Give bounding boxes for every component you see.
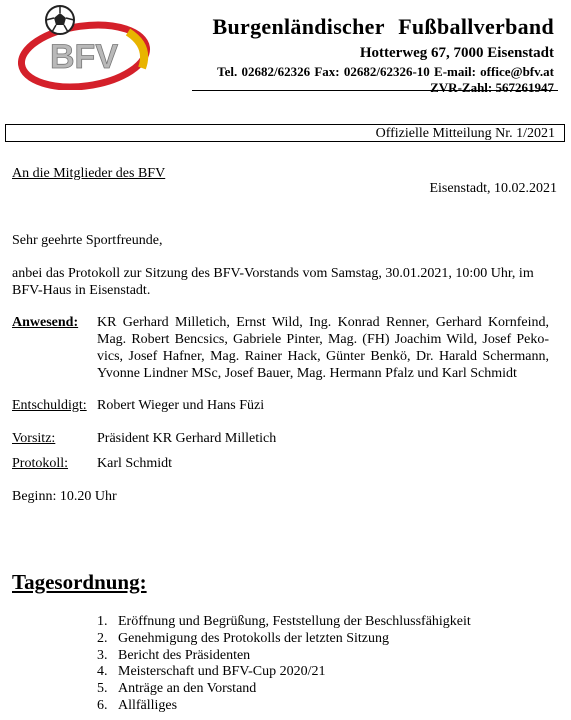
salutation: Sehr geehrte Sportfreunde,: [12, 233, 163, 248]
agenda-list: [97, 614, 471, 715]
present-label: Anwesend:: [12, 315, 79, 330]
excused-label: Entschuldigt:: [12, 398, 87, 413]
present-list: KR Gerhard Milletich, Ernst Wild, Ing. Konrad Renner, Gerhard Kornfeind, Mag. Robert Bencsics, Gabriele Pinter, Mag. (FH) Joachim Wild, Josef Peko-vics, Josef Hafner, Mag. Rainer Hack, Günter Benkö, Dr. Harald Schermann, Yvonne Lindner MSc, Josef Bauer, Mag. Hermann Pfalz und Karl Schmidt: [97, 315, 549, 381]
bfv-logo: [18, 2, 158, 90]
agenda-item: 2. Genehmigung des Protokolls der letzten Sitzung: [97, 630, 390, 646]
recipient: An die Mitglieder des BFV: [12, 166, 166, 181]
svg-text:BFV: BFV: [50, 38, 118, 76]
intro-paragraph: anbei das Protokoll zur Sitzung des BFV-Vorstands vom Samstag, 30.01.2021, 10:00 Uhr, im BFV-Haus in Eisenstadt.: [12, 266, 534, 298]
notice-box: Offizielle Mitteilung Nr. 1/2021: [5, 124, 565, 142]
org-zvr: ZVR-Zahl: 567261947: [430, 80, 554, 95]
chair-label: Vorsitz:: [12, 431, 56, 446]
agenda-item: 5. Anträge an den Vorstand: [97, 681, 257, 697]
org-address: Hotterweg 67, 7000 Eisenstadt: [359, 45, 554, 61]
org-contact: Tel. 02682/62326 Fax: 02682/62326-10 E-mail: office@bfv.at: [217, 64, 554, 79]
letter-date: Eisenstadt, 10.02.2021: [429, 181, 557, 196]
minutes-label: Protokoll:: [12, 456, 69, 471]
excused-value: Robert Wieger und Hans Füzi: [97, 398, 265, 413]
agenda-item: 6. Allfälliges: [97, 697, 178, 713]
minutes-value: Karl Schmidt: [97, 456, 173, 471]
letterhead: [213, 14, 554, 96]
agenda-item: 4. Meisterschaft und BFV-Cup 2020/21: [97, 664, 326, 680]
agenda-item: 1. Eröffnung und Begrüßung, Feststellung der Beschlussfähigkeit: [97, 614, 471, 629]
start-time: Beginn: 10.20 Uhr: [12, 489, 117, 504]
agenda-item: 3. Bericht des Präsidenten: [97, 647, 251, 663]
chair-value: Präsident KR Gerhard Milletich: [97, 431, 277, 446]
agenda-heading: Tagesordnung:: [12, 570, 147, 594]
header-rule: [192, 90, 558, 91]
org-name: Burgenländischer Fußballverband: [212, 14, 554, 39]
